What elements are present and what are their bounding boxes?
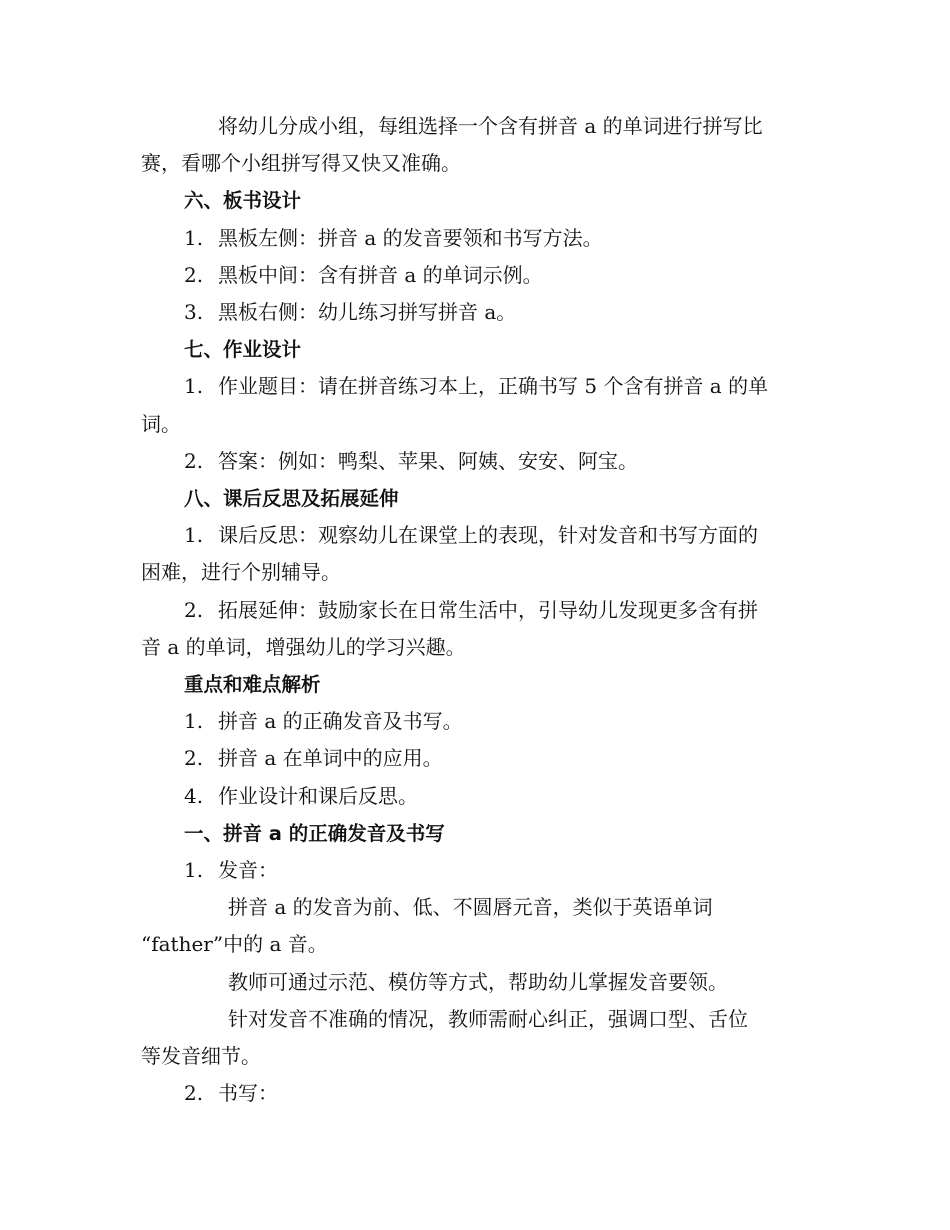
paragraph-line: [141, 889, 807, 926]
line-text: 拼音 a 的正确发音及书写。: [218, 709, 463, 734]
line-text: 拼音 a 在单词中的应用。: [218, 746, 443, 771]
list-item: [141, 220, 807, 257]
line-text: 作业设计和课后反思。: [218, 783, 418, 808]
line-text: 一、拼音 a 的正确发音及书写: [184, 821, 445, 845]
section-heading: [141, 480, 807, 517]
num-label: 1.: [184, 523, 204, 548]
line-text: 书写：: [218, 1081, 278, 1106]
line-text: 教师可通过示范、模仿等方式，帮助幼儿掌握发音要领。: [228, 969, 728, 994]
list-item: [141, 257, 807, 294]
list-item: [141, 778, 807, 815]
line-text: 困难，进行个别辅导。: [141, 560, 341, 585]
line-text: 拼音 a 的发音为前、低、不圆唇元音，类似于英语单词: [228, 895, 713, 920]
line-text: 六、板书设计: [184, 189, 302, 213]
num-label: 2.: [184, 262, 204, 287]
list-item: [141, 1075, 807, 1112]
paragraph-line: [141, 145, 807, 182]
line-text: 将幼儿分成小组，每组选择一个含有拼音 a 的单词进行拼写比: [218, 114, 763, 138]
list-item: [141, 294, 807, 331]
section-heading: [141, 666, 807, 703]
line-text: 答案：例如：鸭梨、苹果、阿姨、安安、阿宝。: [218, 448, 638, 473]
num-label: 1.: [184, 374, 204, 399]
section-heading: [141, 182, 807, 219]
list-item: [141, 368, 807, 405]
paragraph-line: [141, 108, 807, 145]
line-text: 针对发音不准确的情况，教师需耐心纠正，强调口型、舌位: [228, 1006, 748, 1031]
line-text: 音 a 的单词，增强幼儿的学习兴趣。: [141, 634, 466, 659]
num-label: 1.: [184, 709, 204, 734]
section-heading: [141, 331, 807, 368]
num-label: 1.: [184, 225, 204, 250]
section-heading: [141, 815, 807, 852]
paragraph-line: [141, 554, 807, 591]
list-item: [141, 852, 807, 889]
line-text: 重点和难点解析: [184, 673, 321, 697]
line-text: 课后反思：观察幼儿在课堂上的表现，针对发音和书写方面的: [218, 523, 758, 548]
paragraph-line: [141, 964, 807, 1001]
line-text: 七、作业设计: [184, 338, 302, 362]
document-body: [141, 108, 807, 1112]
line-text: 作业题目：请在拼音练习本上，正确书写 5 个含有拼音 a 的单: [218, 374, 769, 399]
num-label: 1.: [184, 858, 204, 883]
list-item: [141, 443, 807, 480]
num-label: 2.: [184, 597, 204, 622]
num-label: 2.: [184, 1081, 204, 1106]
line-text: 八、课后反思及拓展延伸: [184, 487, 399, 511]
line-text: 词。: [141, 411, 181, 436]
line-text: 黑板右侧：幼儿练习拼写拼音 a。: [218, 300, 517, 325]
line-text: 拓展延伸：鼓励家长在日常生活中，引导幼儿发现更多含有拼: [218, 597, 758, 622]
num-label: 2.: [184, 746, 204, 771]
line-text: 发音：: [218, 858, 278, 883]
list-item: [141, 740, 807, 777]
list-item: [141, 517, 807, 554]
paragraph-line: [141, 406, 807, 443]
line-text: “father”中的 a 音。: [141, 932, 328, 957]
paragraph-line: [141, 629, 807, 666]
paragraph-line: [141, 926, 807, 963]
line-text: 等发音细节。: [141, 1044, 261, 1069]
num-label: 4.: [184, 783, 204, 808]
list-item: [141, 592, 807, 629]
line-text: 赛，看哪个小组拼写得又快又准确。: [141, 151, 461, 176]
line-text: 黑板中间：含有拼音 a 的单词示例。: [218, 262, 543, 287]
paragraph-line: [141, 1038, 807, 1075]
list-item: [141, 703, 807, 740]
num-label: 2.: [184, 448, 204, 473]
num-label: 3.: [184, 300, 204, 325]
paragraph-line: [141, 1001, 807, 1038]
line-text: 黑板左侧：拼音 a 的发音要领和书写方法。: [218, 225, 603, 250]
